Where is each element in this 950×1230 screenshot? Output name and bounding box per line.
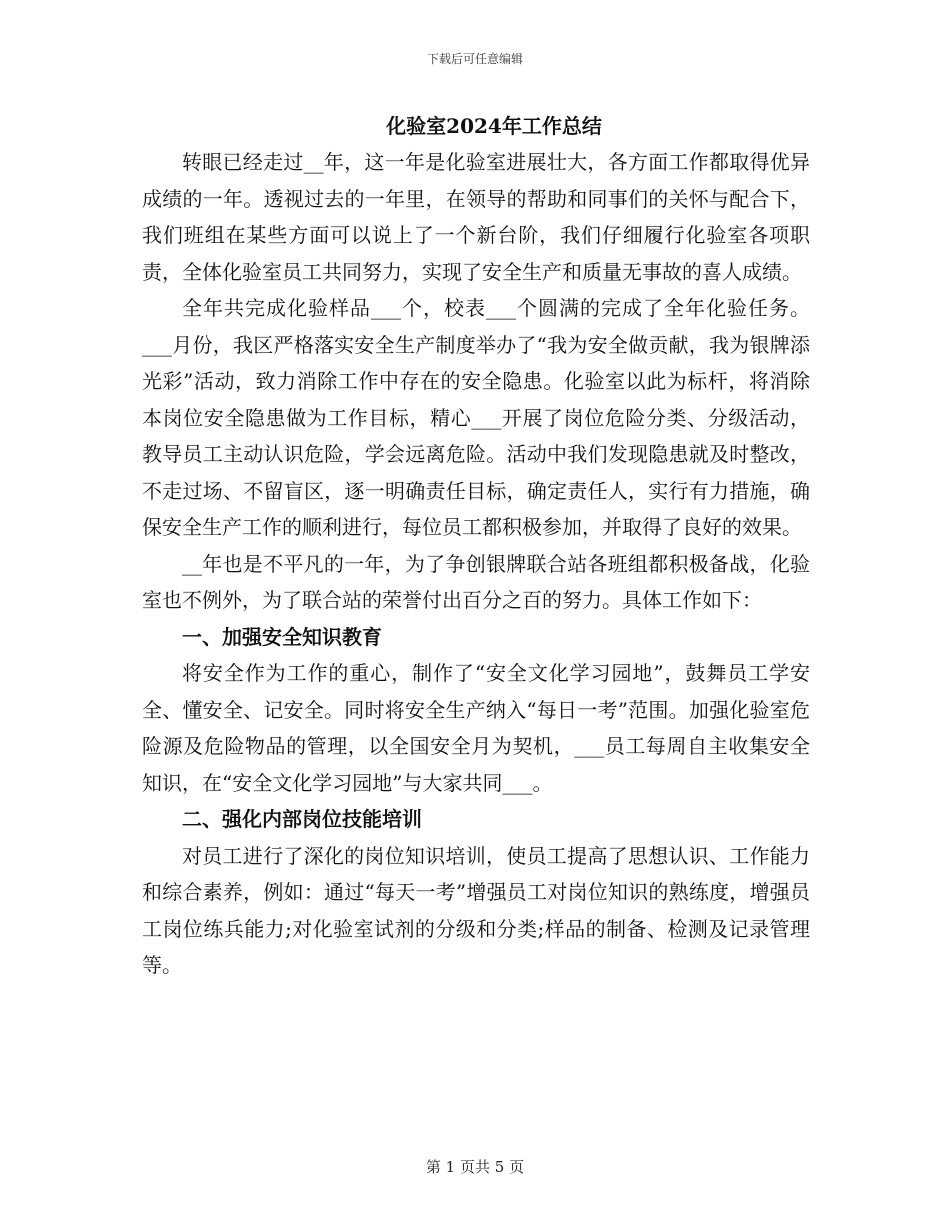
section-text-safety-education: 将安全作为工作的重心，制作了“安全文化学习园地”，鼓舞员工学安全、懂安全、记安全。同时将安全生产纳入“每日一考”范围。加强化验室危险源及危险物品的管理，以全国安全月为契机，___员工每周自主收集安全知识，在“安全文化学习园地”与大家共同___。 bbox=[142, 661, 810, 795]
paragraph-annual-work: 全年共完成化验样品___个，校表___个圆满的完成了全年化验任务。___月份，我区严格落实安全生产制度举办了“我为安全做贡献，我为银牌添光彩”活动，致力消除工作中存在的安全隐患。化验室以此为标杆，将消除本岗位安全隐患做为工作目标，精心___开展了岗位危险分类、分级活动，教导员工主动认识危险，学会远离危险。活动中我们发现隐患就及时整改，不走过场、不留盲区，逐一明确责任目标，确定责任人，实行有力措施，确保安全生产工作的顺利进行，每位员工都积极参加，并取得了良好的效果。 bbox=[142, 296, 810, 539]
page-number: 第 1 页共 5 页 bbox=[425, 1158, 525, 1176]
document-title: 化验室2024年工作总结 bbox=[386, 114, 602, 138]
document-body bbox=[142, 108, 810, 984]
section-text-skills-training: 对员工进行了深化的岗位知识培训，使员工提高了思想认识、工作能力和综合素养，例如：通过“每天一考”增强员工对岗位知识的熟练度，增强员工岗位练兵能力;对化验室试剂的分级和分类;样品的制备、检测及记录管理等。 bbox=[142, 843, 810, 977]
paragraph-overview: __年也是不平凡的一年，为了争创银牌联合站各班组都积极备战，化验室也不例外，为了联合站的荣誉付出百分之百的努力。具体工作如下： bbox=[142, 551, 810, 612]
page-header-note: 下载后可任意编辑 bbox=[426, 52, 523, 66]
section-heading-safety-education: 一、加强安全知识教育 bbox=[182, 624, 382, 649]
paragraph-intro: 转眼已经走过__年，这一年是化验室进展壮大，各方面工作都取得优异成绩的一年。透视过去的一年里，在领导的帮助和同事们的关怀与配合下，我们班组在某些方面可以说上了一个新台阶，我们仔细履行化验室各项职责，全体化验室员工共同努力，实现了安全生产和质量无事故的喜人成绩。 bbox=[142, 150, 810, 284]
section-heading-skills-training: 二、强化内部岗位技能培训 bbox=[182, 807, 422, 831]
